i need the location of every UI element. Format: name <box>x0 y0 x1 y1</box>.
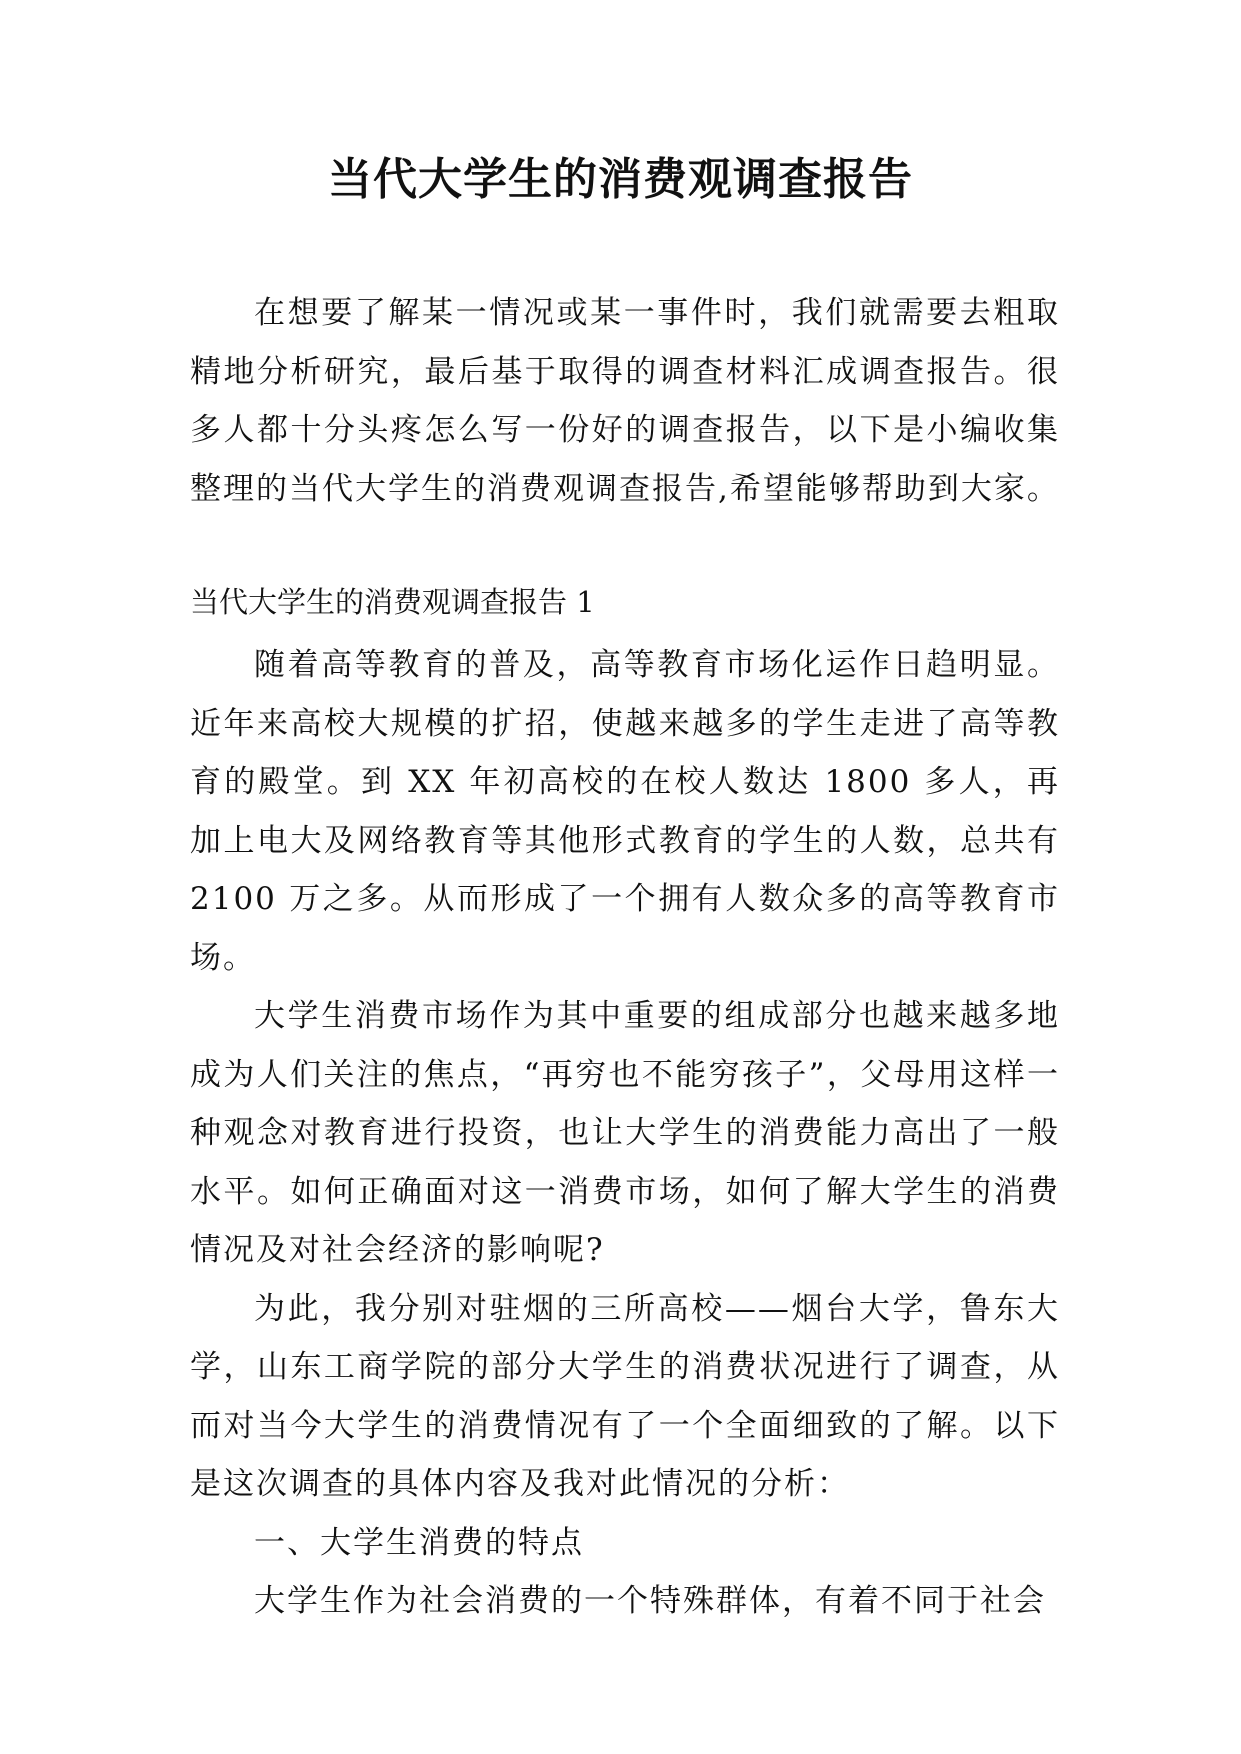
main-section <box>190 636 1060 1631</box>
body-paragraph-3: 为此，我分别对驻烟的三所高校——烟台大学，鲁东大学，山东工商学院的部分大学生的消费状况进行了调查，从而对当今大学生的消费情况有了一个全面细致的了解。以下是这次调查的具体内容及我对此情况的分析： <box>190 1290 1060 1502</box>
body-paragraph-4: 大学生作为社会消费的一个特殊群体，有着不同于社会 <box>254 1583 1046 1619</box>
section-heading: 当代大学生的消费观调查报告 1 <box>190 585 595 619</box>
body-paragraph-2: 大学生消费市场作为其中重要的组成部分也越来越多地成为人们关注的焦点，“再穷也不能穷孩子”，父母用这样一种观念对教育进行投资，也让大学生的消费能力高出了一般水平。如何正确面对这一消费市场，如何了解大学生的消费情况及对社会经济的影响呢? <box>190 998 1060 1268</box>
document-title: 当代大学生的消费观调查报告 <box>328 154 913 205</box>
subheading-characteristics: 一、大学生消费的特点 <box>254 1524 584 1561</box>
intro-section <box>190 284 1060 518</box>
intro-paragraph: 在想要了解某一情况或某一事件时，我们就需要去粗取精地分析研究，最后基于取得的调查材料汇成调查报告。很多人都十分头疼怎么写一份好的调查报告，以下是小编收集整理的当代大学生的消费观调查报告,希望能够帮助到大家。 <box>190 295 1060 507</box>
body-paragraph-1: 随着高等教育的普及，高等教育市场化运作日趋明显。近年来高校大规模的扩招，使越来越多的学生走进了高等教育的殿堂。到 XX 年初高校的在校人数达 1800 多人，再加上电大及网络教育等其他形式教育的学生的人数，总共有 2100 万之多。从而形成了一个拥有人数众多的高等教育市场。 <box>190 647 1060 976</box>
